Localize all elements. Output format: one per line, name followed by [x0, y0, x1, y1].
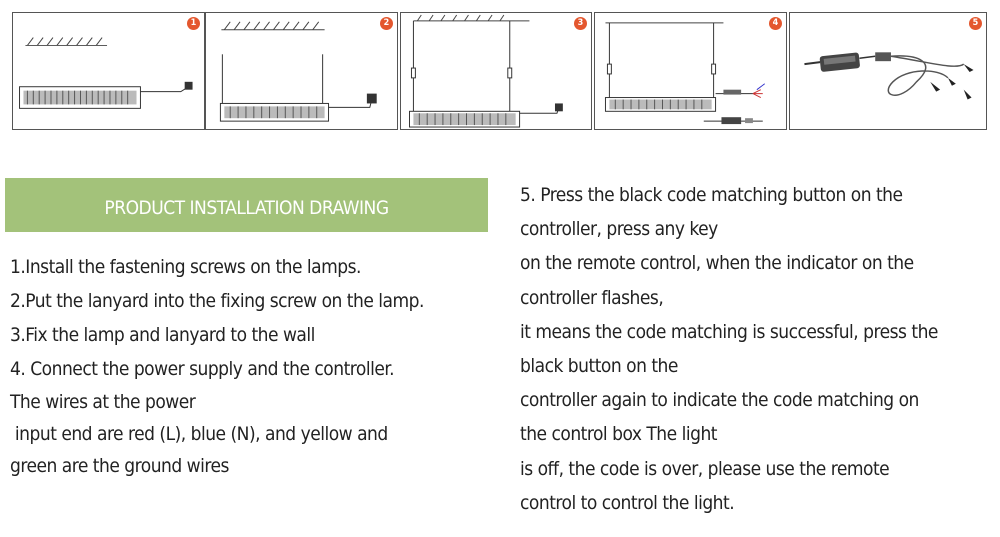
- installation-diagram-strip: [0, 0, 1000, 140]
- lanyard-diagram: [206, 13, 397, 129]
- lamp-screws-diagram: [13, 13, 204, 129]
- instruction-line: 5. Press the black code matching button on the: [520, 184, 903, 206]
- instruction-line: 2.Put the lanyard into the fixing screw on the lamp.: [10, 290, 424, 312]
- instruction-line: the control box The light: [520, 423, 717, 446]
- instruction-line: The wires at the power: [10, 391, 196, 413]
- diagram-panel-1: [12, 12, 205, 130]
- instruction-steps-left: [10, 250, 490, 482]
- instruction-line: input end are red (L), blue (N), and yellow and: [10, 423, 388, 445]
- instruction-line: on the remote control, when the indicator on the: [520, 252, 914, 275]
- instruction-line: controller again to indicate the code matching on: [520, 389, 919, 412]
- section-heading: PRODUCT INSTALLATION DRAWING: [104, 197, 389, 219]
- instruction-line: controller, press any key: [520, 218, 718, 241]
- wall-mount-diagram: [401, 13, 591, 129]
- diagram-panel-4: [594, 12, 787, 130]
- section-heading-bar: [5, 178, 488, 232]
- instruction-line: 4. Connect the power supply and the controller.: [10, 358, 395, 380]
- step-number-badge: 4: [769, 17, 782, 30]
- step-number-badge: 2: [380, 17, 393, 30]
- instruction-line: 3.Fix the lamp and lanyard to the wall: [10, 324, 315, 346]
- diagram-panel-3: [400, 12, 592, 130]
- step-number-badge: 3: [574, 17, 587, 30]
- instruction-steps-right: [520, 178, 990, 520]
- instruction-line: 1.Install the fastening screws on the lamps.: [10, 256, 361, 278]
- instruction-line: control to control the light.: [520, 491, 735, 514]
- instruction-line: is off, the code is over, please use the remote: [520, 457, 890, 480]
- step-number-badge: 5: [969, 17, 982, 30]
- diagram-panel-5: [789, 12, 987, 130]
- diagram-panel-2: [205, 12, 398, 130]
- instruction-line: green are the ground wires: [10, 455, 229, 477]
- code-matching-diagram: [790, 13, 986, 129]
- power-controller-wiring-diagram: [595, 13, 786, 129]
- instruction-line: it means the code matching is successful, press the: [520, 320, 938, 343]
- instruction-line: black button on the: [520, 355, 678, 378]
- step-number-badge: 1: [187, 17, 200, 30]
- instruction-line: controller flashes,: [520, 286, 664, 309]
